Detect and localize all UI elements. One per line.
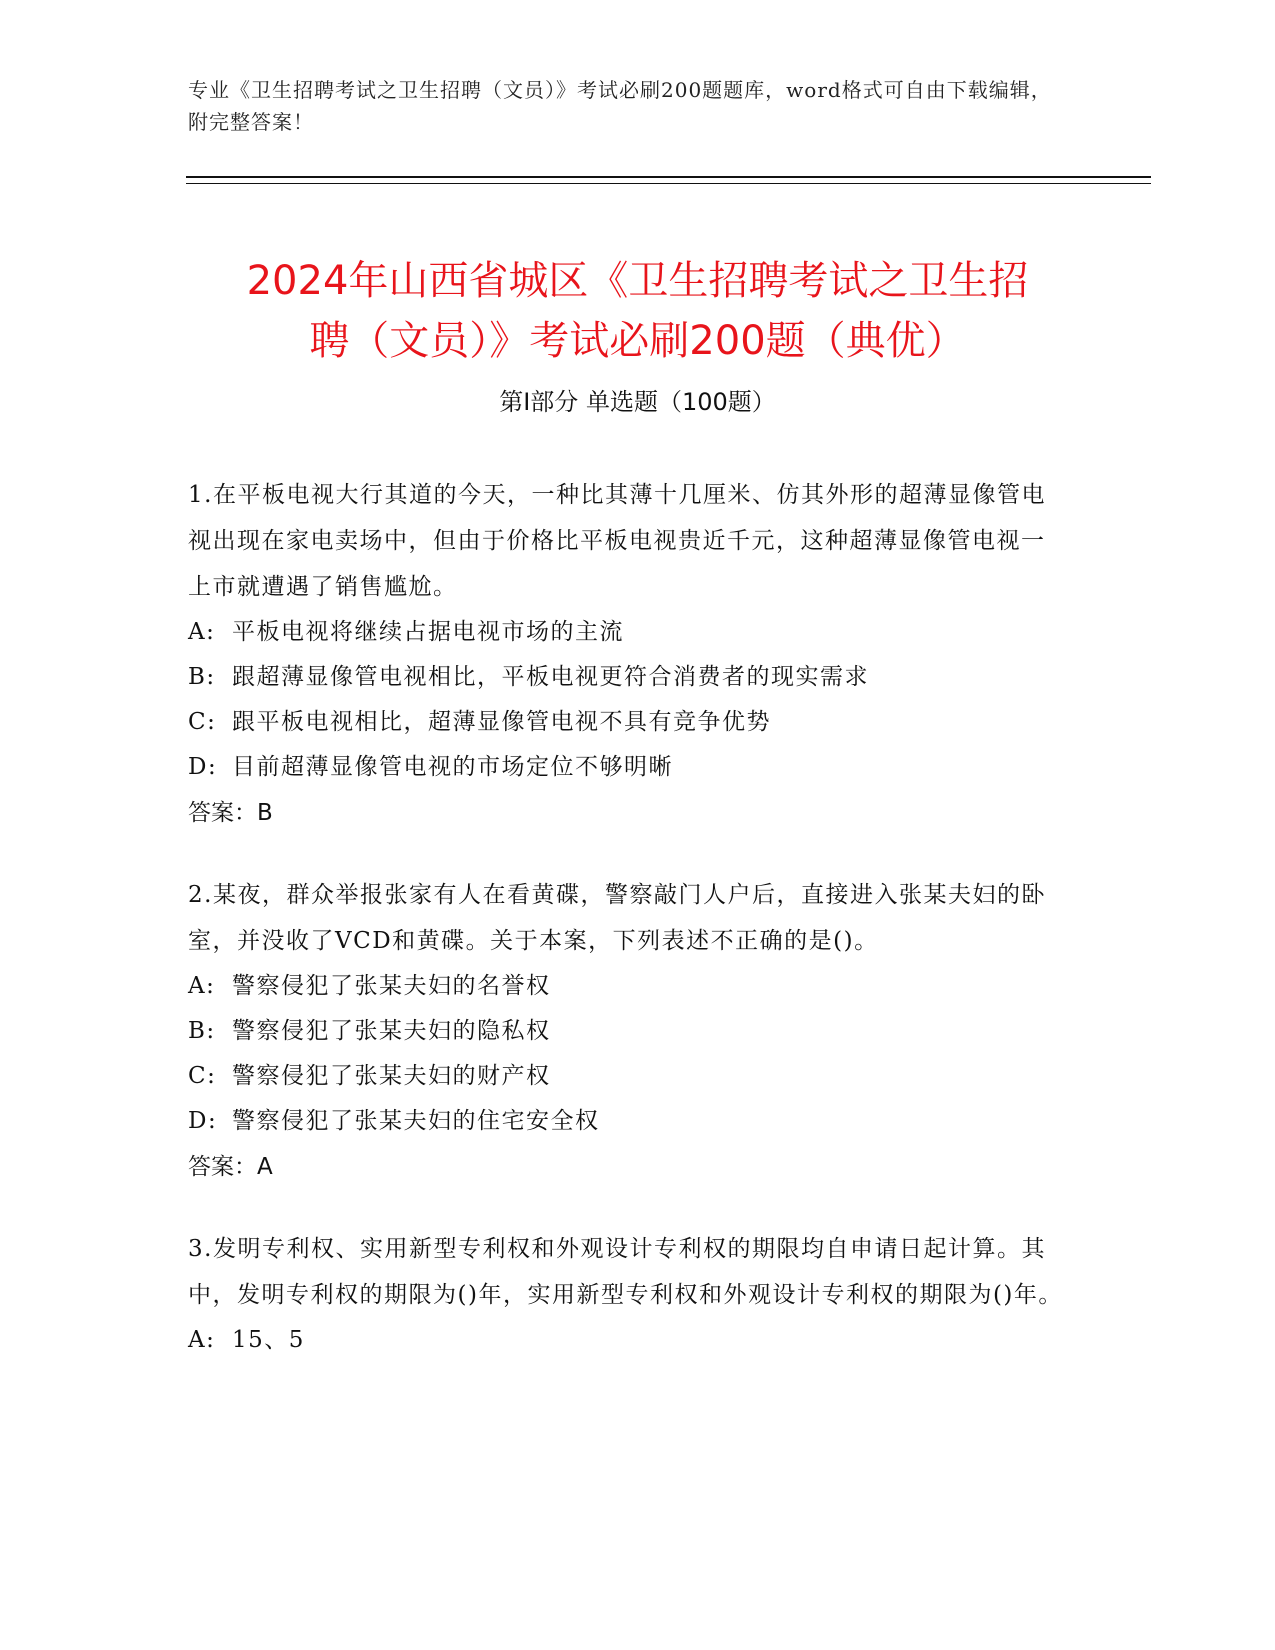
- option-d: [188, 1099, 1068, 1144]
- question-2: [188, 872, 1068, 1190]
- answer-line: 答案：A: [188, 1154, 273, 1180]
- option-letter: C:: [188, 709, 217, 735]
- option-text: 目前超薄显像管电视的市场定位不够明晰: [232, 754, 673, 780]
- option-text: 警察侵犯了张某夫妇的财产权: [232, 1063, 551, 1089]
- answer-line: 答案：B: [188, 800, 273, 826]
- option-text: 15、5: [232, 1327, 305, 1353]
- header-note: 专业《卫生招聘考试之卫生招聘（文员）》考试必刷200题题库，word格式可自由下载编辑，附完整答案！: [188, 78, 1052, 134]
- header-rule-thick: [186, 176, 1151, 178]
- header-rule-thin: [186, 183, 1151, 184]
- option-a: [188, 964, 1068, 1009]
- option-a: [188, 1318, 1068, 1363]
- option-letter: A:: [188, 973, 216, 999]
- option-c: [188, 700, 1068, 745]
- option-letter: C:: [188, 1063, 217, 1089]
- option-text: 警察侵犯了张某夫妇的隐私权: [232, 1018, 551, 1044]
- option-b: [188, 1009, 1068, 1054]
- option-b: [188, 655, 1068, 700]
- option-d: [188, 745, 1068, 790]
- option-letter: D:: [188, 754, 218, 780]
- question-3: [188, 1226, 1068, 1363]
- option-letter: A:: [188, 1327, 216, 1353]
- document-title: [150, 251, 1125, 371]
- question-stem: 2.某夜，群众举报张家有人在看黄碟，警察敲门人户后，直接进入张某夫妇的卧室，并没收了VCD和黄碟。关于本案，下列表述不正确的是()。: [188, 882, 1046, 954]
- option-text: 平板电视将继续占据电视市场的主流: [232, 619, 624, 645]
- option-a: [188, 610, 1068, 655]
- option-text: 警察侵犯了张某夫妇的住宅安全权: [232, 1108, 600, 1134]
- option-text: 跟平板电视相比，超薄显像管电视不具有竞争优势: [232, 709, 771, 735]
- question-list: [188, 472, 1068, 1399]
- question-stem: 1.在平板电视大行其道的今天，一种比其薄十几厘米、仿其外形的超薄显像管电视出现在家电卖场中，但由于价格比平板电视贵近千元，这种超薄显像管电视一上市就遭遇了销售尴尬。: [188, 482, 1046, 600]
- document-title-line-1: 2024年山西省城区《卫生招聘考试之卫生招: [246, 257, 1029, 304]
- question-1: [188, 472, 1068, 836]
- option-c: [188, 1054, 1068, 1099]
- document-title-line-2: 聘（文员）》考试必刷200题（典优）: [309, 317, 966, 364]
- option-letter: B:: [188, 1018, 216, 1044]
- question-stem: 3.发明专利权、实用新型专利权和外观设计专利权的期限均自申请日起计算。其中，发明专利权的期限为()年，实用新型专利权和外观设计专利权的期限为()年。: [188, 1236, 1063, 1308]
- option-text: 警察侵犯了张某夫妇的名誉权: [232, 973, 551, 999]
- option-letter: D:: [188, 1108, 218, 1134]
- option-text: 跟超薄显像管电视相比，平板电视更符合消费者的现实需求: [232, 664, 869, 690]
- section-title: 第Ⅰ部分 单选题（100题）: [499, 388, 776, 416]
- option-letter: B:: [188, 664, 216, 690]
- option-letter: A:: [188, 619, 216, 645]
